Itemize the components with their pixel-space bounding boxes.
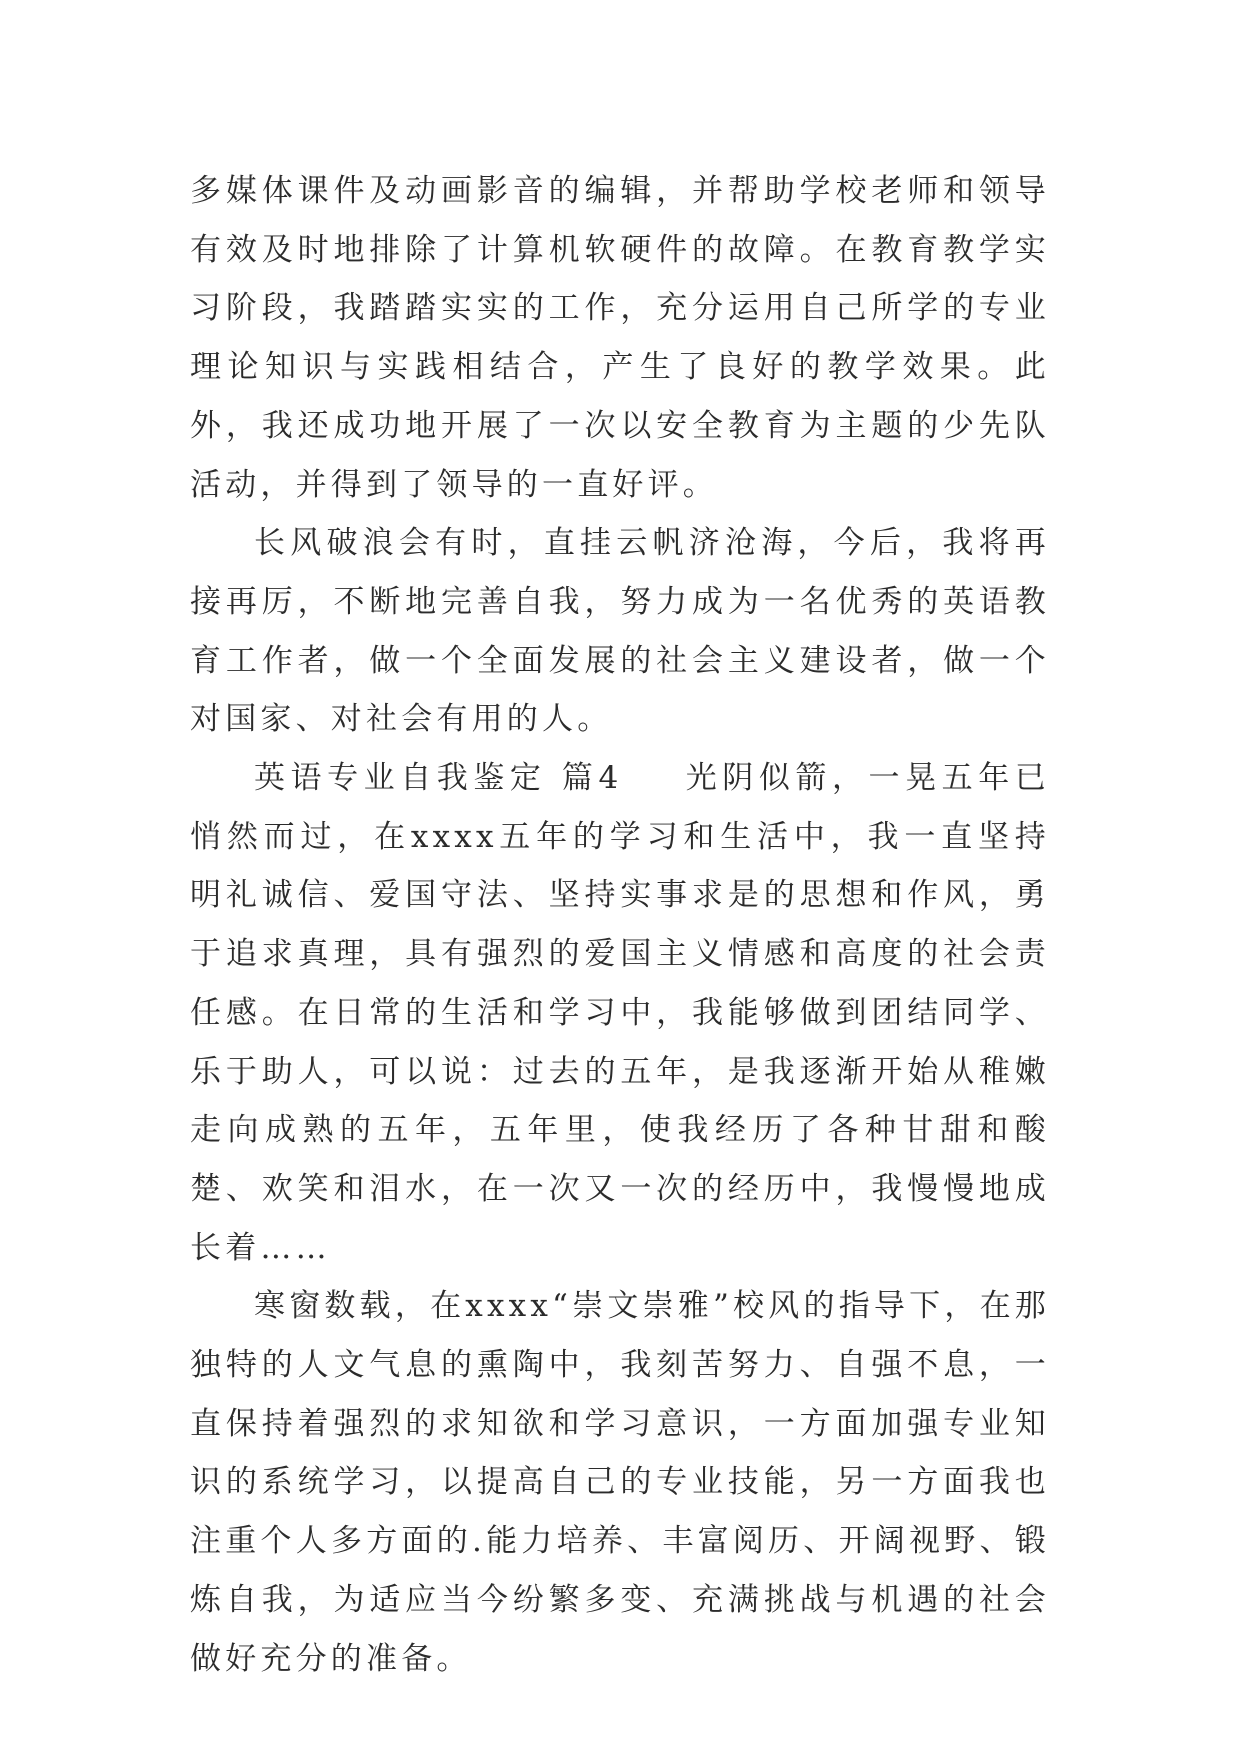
paragraph-future-goals: 长风破浪会有时，直挂云帆济沧海，今后，我将再接再厉，不断地完善自我，努力成为一名优秀的英语教育工作者，做一个全面发展的社会主义建设者，做一个对国家、对社会有用的人。 — [190, 525, 1050, 738]
paragraph-continuation: 多媒体课件及动画影音的编辑，并帮助学校老师和领导有效及时地排除了计算机软硬件的故障。在教育教学实习阶段，我踏踏实实的工作，充分运用自己所学的专业理论知识与实践相结合，产生了良好的教学效果。此外，我还成功地开展了一次以安全教育为主题的少先队活动，并得到了领导的一直好评。 — [190, 173, 1050, 503]
paragraph-section-4 — [190, 749, 1050, 1277]
document-body — [190, 162, 1050, 1688]
section-heading: 英语专业自我鉴定 篇4 — [254, 760, 623, 797]
section-4-text: 光阴似箭，一晃五年已悄然而过，在xxxx五年的学习和生活中，我一直坚持明礼诚信、爱国守法、坚持实事求是的思想和作风，勇于追求真理，具有强烈的爱国主义情感和高度的社会责任感。在日常的生活和学习中，我能够做到团结同学、乐于助人，可以说：过去的五年，是我逐渐开始从稚嫩走向成熟的五年，五年里，使我经历了各种甘甜和酸楚、欢笑和泪水，在一次又一次的经历中，我慢慢地成长着…… — [190, 760, 1050, 1266]
paragraph-study-years: 寒窗数载，在xxxx“崇文崇雅”校风的指导下，在那独特的人文气息的熏陶中，我刻苦努力、自强不息，一直保持着强烈的求知欲和学习意识，一方面加强专业知识的系统学习，以提高自己的专业技能，另一方面我也注重个人多方面的.能力培养、丰富阅历、开阔视野、锻炼自我，为适应当今纷繁多变、充满挑战与机遇的社会做好充分的准备。 — [190, 1288, 1050, 1677]
